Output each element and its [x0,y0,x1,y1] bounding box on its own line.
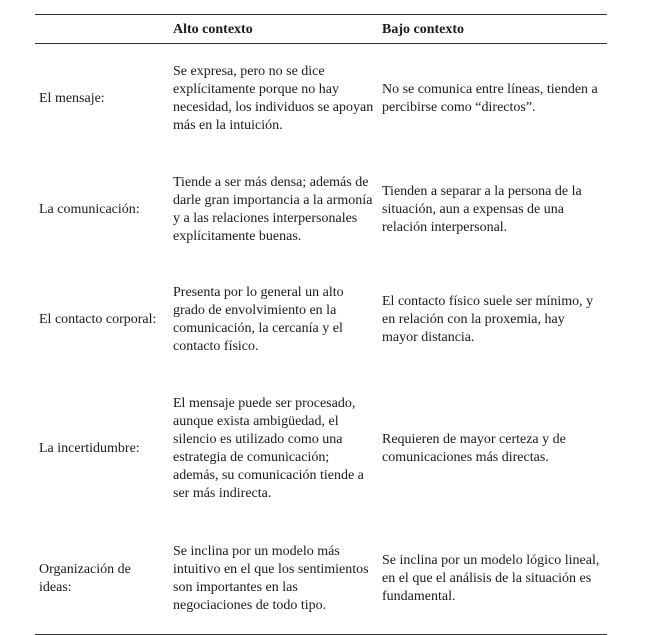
header-bajo-contexto: Bajo contexto [378,15,607,44]
table-header [35,15,607,44]
table-row-comunicacion [35,154,607,266]
cell-alto: Se expresa, pero no se dice explícitamente porque no hay necesidad, los individuos se apoyan más en la intuición. [173,64,374,133]
cell-bajo: Tienden a separar a la persona de la situación, aun a expensas de una relación interpersonal. [382,184,582,235]
comparison-table-container [35,14,607,635]
row-label: El contacto corporal: [39,312,157,327]
cell-alto: Tiende a ser más densa; además de darle gran importancia a la armonía y a las relaciones interpersonales explícitamente buenas. [173,175,373,244]
cell-bajo: Se inclina por un modelo lógico lineal, en el que el análisis de la situación es fundamental. [378,524,607,635]
cell-bajo: El contacto físico suele ser mínimo, y en relación con la proxemia, hay mayor distancia. [382,294,594,345]
table-row-organizacion-ideas [35,524,607,635]
row-label: La incertidumbre: [39,441,140,456]
table-row-incertidumbre [35,374,607,524]
cell-bajo: Requieren de mayor certeza y de comunicaciones más directas. [382,432,566,465]
cell-alto: El mensaje puede ser procesado, aunque exista ambigüedad, el silencio es utilizado como una estrategia de comunicación; además, su comunicación tiende a ser más indirecta. [173,396,364,501]
row-label: El mensaje: [39,91,105,106]
header-alto-contexto: Alto contexto [169,15,378,44]
header-empty [35,15,169,44]
table-body [35,44,607,635]
cell-alto: Se inclina por un modelo más intuitivo en el que los sentimientos son importantes en las negociaciones de todo tipo. [169,524,378,635]
cell-bajo: No se comunica entre líneas, tienden a percibirse como “directos”. [382,82,598,115]
cell-alto: Presenta por lo general un alto grado de envolvimiento en la comunicación, la cercanía y el contacto físico. [173,285,344,354]
table-row-contacto-corporal [35,266,607,374]
row-label: La comunicación: [39,202,140,217]
header-row [35,15,607,44]
row-label: Organización de ideas: [35,524,169,635]
context-comparison-table [35,14,607,635]
table-row-mensaje [35,44,607,155]
